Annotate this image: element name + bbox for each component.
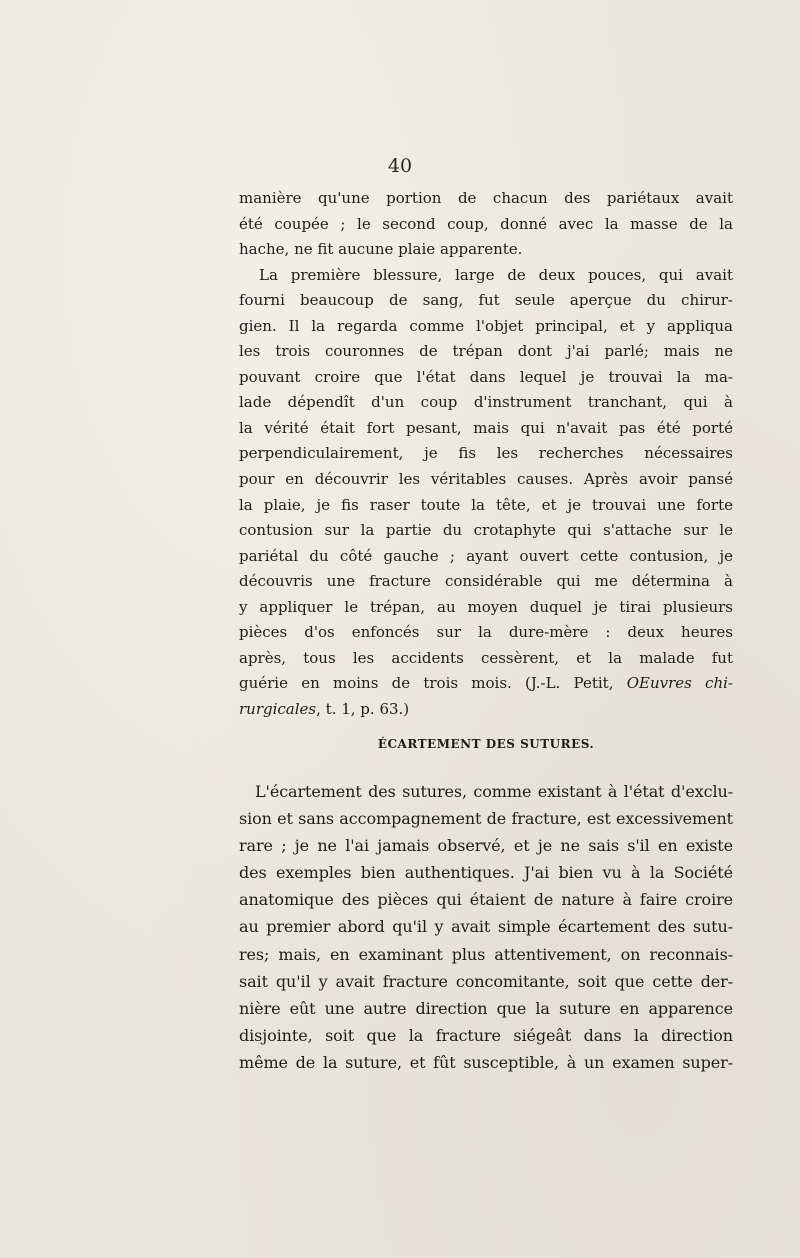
text-line: y appliquer le trépan, au moyen duquel je tirai plusieurs [239, 597, 733, 616]
citation-reference: , t. 1, p. 63.) [316, 699, 410, 718]
text-line: L'écartement des sutures, comme existant à l'état d'exclu- [255, 782, 733, 801]
text-line: pouvant croire que l'état dans lequel je trouvai la ma- [239, 367, 733, 386]
text-line: pour en découvrir les véritables causes. Après avoir pansé [239, 470, 733, 489]
text-segment: guérie en moins de trois mois. (J.-L. Petit, [239, 674, 614, 693]
section-heading: ÉCARTEMENT DES SUTURES. [377, 737, 595, 751]
text-line: pariétal du côté gauche ; ayant ouvert cette contusion, je [239, 546, 733, 565]
text-line: la plaie, je fis raser toute la tête, et je trouvai une forte [239, 495, 733, 514]
page-number: 40 [387, 155, 413, 177]
text-line: sion et sans accompagnement de fracture, est excessivement [239, 809, 733, 829]
text-line: découvris une fracture considérable qui me détermina à [239, 572, 733, 591]
citation-line [239, 671, 733, 697]
text-line: des exemples bien authentiques. J'ai bien vu à la Société [239, 863, 733, 883]
text-line: perpendiculairement, je fis les recherches nécessaires [239, 444, 733, 463]
text-line: après, tous les accidents cessèrent, et la malade fut [239, 648, 733, 667]
paragraph-continuation [239, 186, 733, 722]
text-line: lade dépendît d'un coup d'instrument tranchant, qui à [239, 393, 733, 412]
text-line: anatomique des pièces qui étaient de nature à faire croire [239, 890, 733, 910]
text-line: res; mais, en examinant plus attentivement, on reconnais- [239, 944, 733, 964]
text-line: pièces d'os enfoncés sur la dure-mère : deux heures [239, 623, 733, 642]
text-line: La première blessure, large de deux pouces, qui avait [259, 265, 733, 284]
text-line: sait qu'il y avait fracture concomitante, soit que cette der- [239, 971, 733, 991]
text-line: manière qu'une portion de chacun des pariétaux avait [239, 189, 733, 207]
text-line: la vérité était fort pesant, mais qui n'avait pas été porté [239, 418, 733, 437]
text-line: nière eût une autre direction que la suture en apparence [239, 998, 733, 1018]
citation-line [239, 697, 733, 723]
text-line: même de la suture, et fût susceptible, à un examen super- [239, 1052, 733, 1072]
text-line: gien. Il la regarda comme l'objet principal, et y appliqua [239, 316, 733, 335]
text-line: fourni beaucoup de sang, fut seule aperçue du chirur- [239, 291, 733, 310]
text-line: disjointe, soit que la fracture siégeât dans la direction [239, 1025, 733, 1045]
text-line: au premier abord qu'il y avait simple écartement des sutu- [239, 917, 733, 937]
citation-title-italic: OEuvres chi- [626, 674, 733, 693]
text-line: rare ; je ne l'ai jamais observé, et je ne sais s'il en existe [239, 836, 733, 856]
section-paragraph [239, 778, 733, 1076]
text-line: contusion sur la partie du crotaphyte qui s'attache sur le [239, 521, 733, 540]
text-line: été coupée ; le second coup, donné avec la masse de la [239, 214, 733, 233]
text-line: hache, ne fit aucune plaie apparente. [239, 240, 523, 259]
citation-title-italic: rurgicales [239, 699, 317, 718]
text-line: les trois couronnes de trépan dont j'ai parlé; mais ne [239, 342, 733, 361]
